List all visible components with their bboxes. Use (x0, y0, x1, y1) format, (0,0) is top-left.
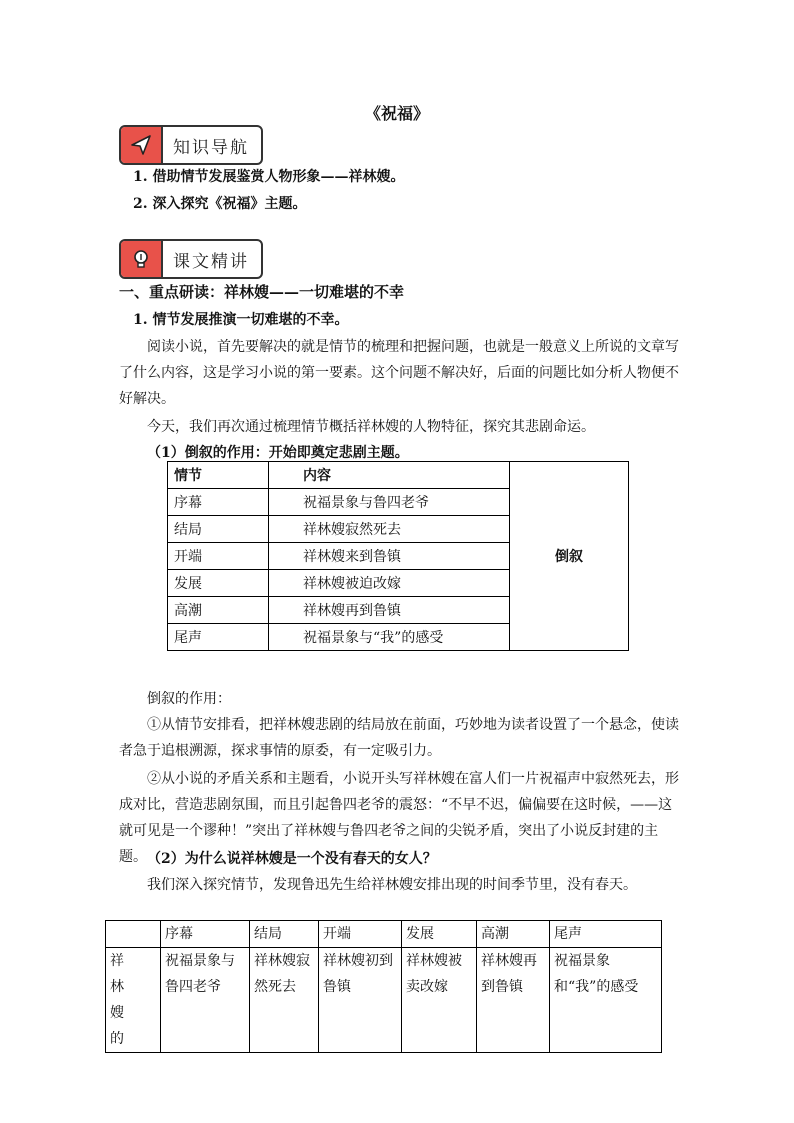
table-header: 内容 (269, 462, 510, 489)
table-cell: 祥林嫂寂然死去 (250, 948, 319, 1053)
table-cell: 发展 (168, 570, 269, 597)
table-cell: 祝福景象和“我”的感受 (550, 948, 662, 1053)
paragraph: 今天，我们再次通过梳理情节概括祥林嫂的人物特征，探究其悲剧命运。 (147, 419, 595, 435)
knowledge-nav-banner (119, 125, 263, 165)
banner-label: 知识导航 (173, 137, 249, 158)
table-header (106, 921, 161, 948)
table-cell: 祥林嫂来到鲁镇 (269, 543, 510, 570)
subheading: 1. 情节发展推演一切难堪的不幸。 (133, 312, 349, 328)
goal-item: 2. 深入探究《祝福》主题。 (133, 196, 307, 212)
table-cell: 祝福景象与鲁四老爷 (161, 948, 250, 1053)
table-header: 情节 (168, 462, 269, 489)
paragraph: ①从情节安排看，把祥林嫂悲剧的结局放在前面，巧妙地为读者设置了一个悬念，使读者急于追根溯源，探求事情的原委，有一定吸引力。 (119, 717, 679, 759)
effects-heading: 倒叙的作用： (147, 691, 231, 707)
table-cell: 祥林嫂被迫改嫁 (269, 570, 510, 597)
table-header: 尾声 (550, 921, 662, 948)
table-cell: 祝福景象与“我”的感受 (269, 624, 510, 651)
subheading: （2）为什么说祥林嫂是一个没有春天的女人？ (147, 851, 437, 867)
flashback-label: 倒叙 (510, 462, 629, 651)
table-cell: 祝福景象与鲁四老爷 (269, 489, 510, 516)
goal-item: 1. 借助情节发展鉴赏人物形象——祥林嫂。 (133, 169, 405, 185)
table-cell: 尾声 (168, 624, 269, 651)
season-table (105, 920, 662, 1053)
lightbulb-icon (121, 241, 163, 277)
table-cell: 祥林嫂初到鲁镇 (319, 948, 402, 1053)
paragraph: 阅读小说，首先要解决的就是情节的梳理和把握问题，也就是一般意义上所说的文章写了什么内容，这是学习小说的第一要素。这个问题不解决好，后面的问题比如分析人物便不好解决。 (119, 339, 679, 407)
table-cell: 祥林嫂再到鲁镇 (269, 597, 510, 624)
table-header: 开端 (319, 921, 402, 948)
banner-label: 课文精讲 (173, 251, 249, 272)
table-cell: 祥林嫂被卖改嫁 (402, 948, 477, 1053)
table-cell: 高潮 (168, 597, 269, 624)
table-header: 发展 (402, 921, 477, 948)
table-cell: 开端 (168, 543, 269, 570)
table-cell: 序幕 (168, 489, 269, 516)
table-header: 高潮 (477, 921, 550, 948)
document-title: 《祝福》 (364, 104, 429, 123)
plot-table (167, 461, 629, 651)
table-cell: 祥 林 嫂 的 (106, 948, 161, 1053)
table-cell: 祥林嫂再到鲁镇 (477, 948, 550, 1053)
section-heading: 一、重点研读：祥林嫂——一切难堪的不幸 (119, 283, 405, 301)
table-header: 序幕 (161, 921, 250, 948)
table-cell: 结局 (168, 516, 269, 543)
paragraph: 我们深入探究情节，发现鲁迅先生给祥林嫂安排出现的时间季节里，没有春天。 (147, 877, 637, 893)
table-header: 结局 (250, 921, 319, 948)
paper-plane-icon (121, 127, 163, 163)
text-explain-banner (119, 239, 263, 279)
subheading: （1）倒叙的作用：开始即奠定悲剧主题。 (147, 445, 409, 461)
paragraph: ②从小说的矛盾关系和主题看，小说开头写祥林嫂在富人们一片祝福声中寂然死去，形成对比，营造悲剧氛围，而且引起鲁四老爷的震怒：“不早不迟，偏偏要在这时候，——这就可见是一个谬种！”突出了祥林嫂与鲁四老爷之间的尖锐矛盾，突出了小说反封建的主题。 (119, 771, 679, 865)
table-cell: 祥林嫂寂然死去 (269, 516, 510, 543)
